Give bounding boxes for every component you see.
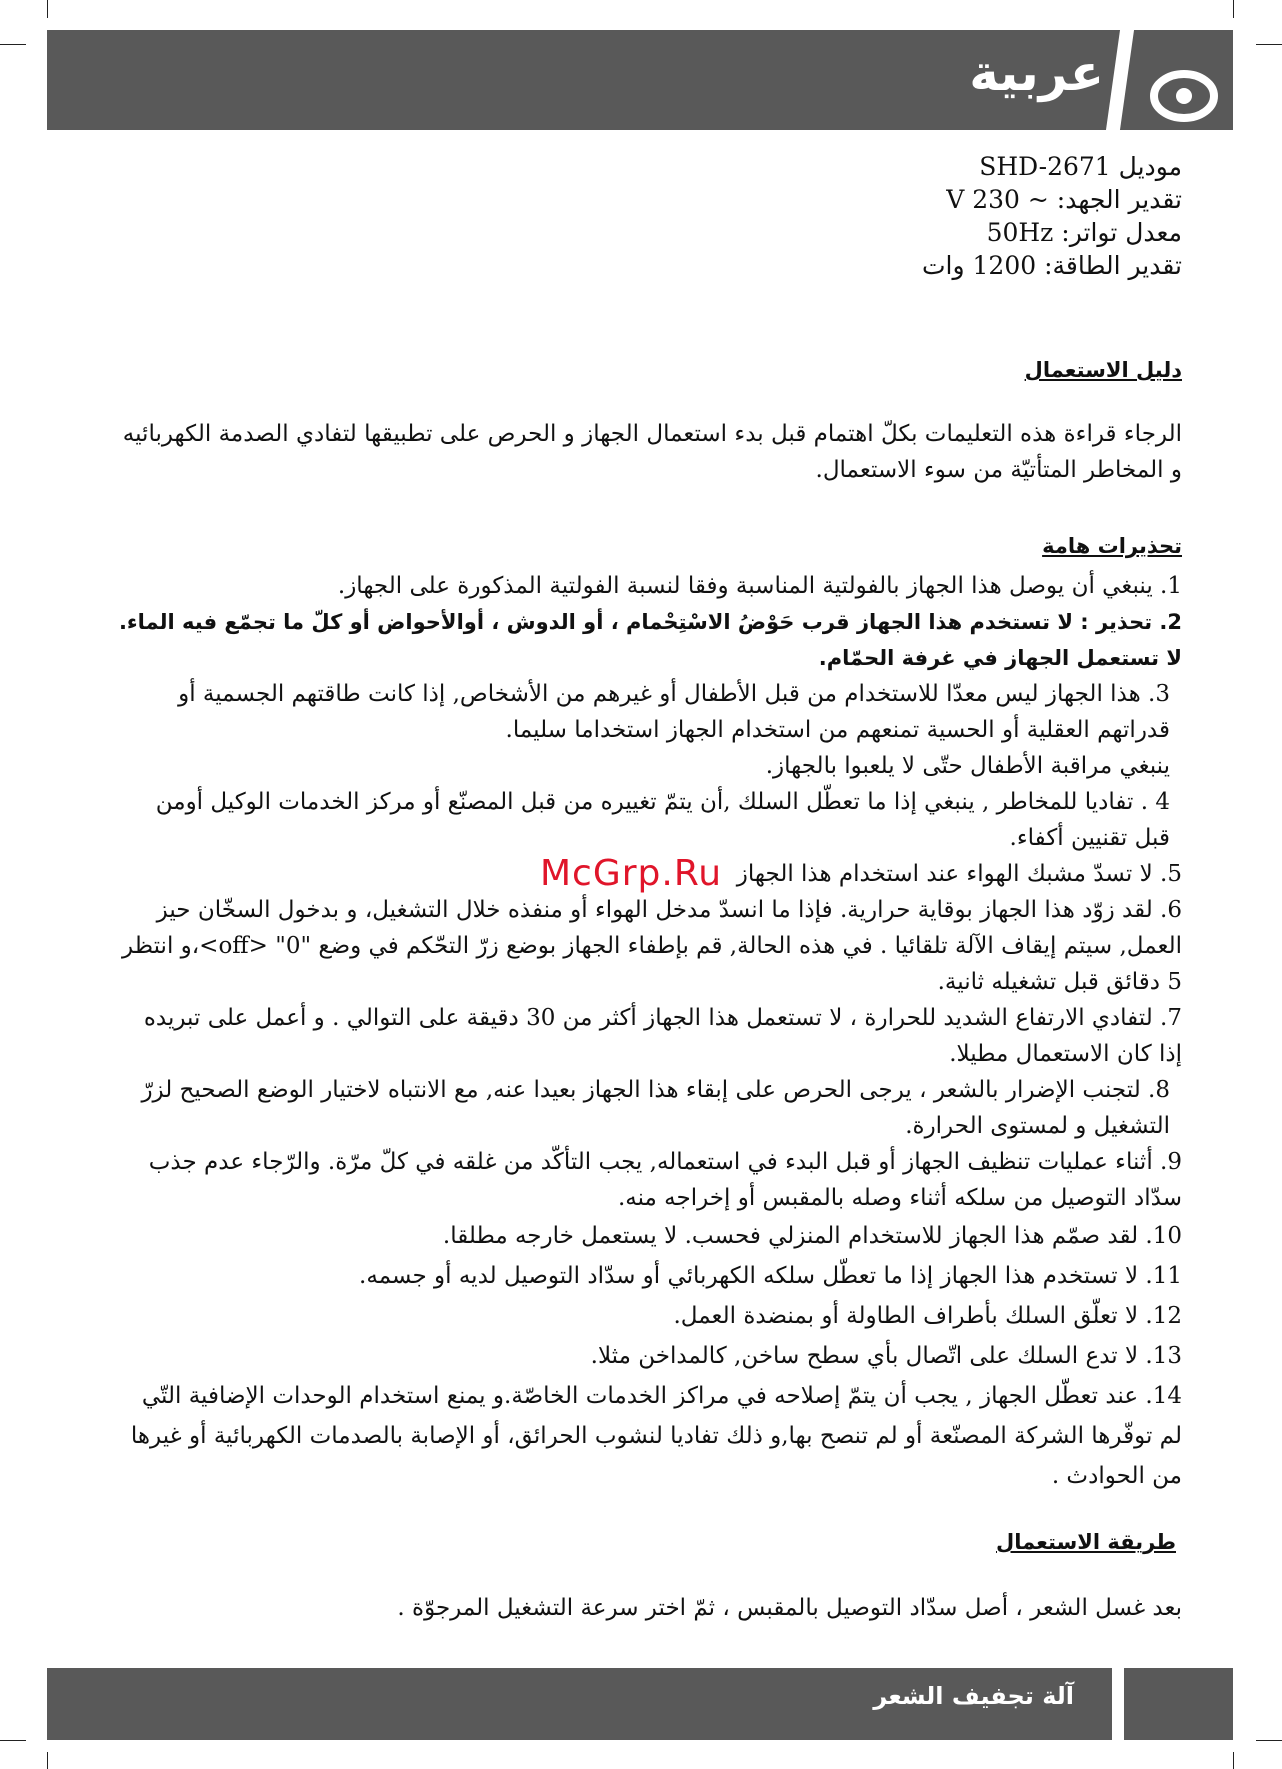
spec-power: تقدير الطاقة: 1200 وات <box>922 251 1182 280</box>
language-title: عربية <box>969 44 1104 102</box>
crop-mark <box>0 1740 26 1741</box>
crop-mark <box>1233 1752 1234 1769</box>
warnings-heading: تحذيرات هامة <box>1042 534 1182 558</box>
warning-item: 3. هذا الجهاز ليس معدّا للاستخدام من قبل الأطفال أو غيرهم من الأشخاص, إذا كانت طاقتهم الجسمية أو قدراتهم العقلية أو الحسية تمنعهم من استخدام الجهاز استخداما سليما. <box>178 681 1170 743</box>
warning-item: 12. لا تعلّق السلك بأطراف الطاولة أو بمنضدة العمل. <box>673 1303 1182 1329</box>
warning-item: 13. لا تدع السلك على اتّصال بأي سطح ساخن, كالمداخن مثلا. <box>590 1343 1182 1369</box>
crop-mark <box>1233 0 1234 18</box>
warning-item: 4 . تفاديا للمخاطر , ينبغي إذا ما تعطّل السلك ,أن يتمّ تغييره من قبل المصنّع أو مركز الخدمات الوكيل أومن قبل تقنيين أكفاء. <box>155 789 1170 851</box>
crop-mark <box>47 0 48 18</box>
warning-item: 2. تحذير : لا تستخدم هذا الجهاز قرب حَوْضُ الاسْتِحْمام ، أو الدوش ، أوالأحواض أو كلّ ما تجمّع فيه الماء. لا تستعمل الجهاز في غرفة الحمّام. <box>118 610 1182 670</box>
crop-mark <box>0 44 26 45</box>
warning-item: 5. لا تسدّ مشبك الهواء عند استخدام هذا الجهاز <box>736 861 1182 887</box>
spec-model: موديل SHD-2671 <box>979 152 1182 181</box>
warning-item: 7. لتفادي الارتفاع الشديد للحرارة ، لا تستعمل هذا الجهاز أكثر من 30 دقيقة على التوالي . و أعمل على تبريده إذا كان الاستعمال مطيلا. <box>143 1005 1182 1067</box>
brand-logo-icon <box>1150 70 1218 122</box>
footer-separator <box>1112 1668 1124 1740</box>
warning-item: 1. ينبغي أن يوصل هذا الجهاز بالفولتية المناسبة وفقا لنسبة الفولتية المذكورة على الجهاز. <box>337 573 1182 599</box>
warning-item: 8. لتجنب الإضرار بالشعر ، يرجى الحرص على إبقاء هذا الجهاز بعيدا عنه, مع الانتباه لاختيار الوضع الصحيح لزرّ التشغيل و لمستوى الحرارة. <box>141 1077 1170 1139</box>
spec-frequency: معدل تواتر: 50Hz <box>986 218 1182 247</box>
warning-item: 6. لقد زوّد هذا الجهاز بوقاية حرارية. فإذا ما انسدّ مدخل الهواء أو منفذه خلال التشغيل، و بدخول السخّان حيز العمل, سيتم إيقاف الآلة تلقائيا . في هذه الحالة, قم بإطفاء الجهاز بوضع زرّ التحّكم في وضع "0" <off>،و انتظر 5 دقائق قبل تشغيله ثانية. <box>122 897 1182 995</box>
footer-title: آلة تجفيف الشعر <box>873 1682 1074 1710</box>
usage-text: بعد غسل الشعر ، أصل سدّاد التوصيل بالمقبس ، ثمّ اختر سرعة التشغيل المرجوّة . <box>397 1595 1182 1621</box>
warning-item: ينبغي مراقبة الأطفال حتّى لا يلعبوا بالجهاز. <box>765 753 1170 779</box>
warning-item: 14. عند تعطّل الجهاز , يجب أن يتمّ إصلاحه في مراكز الخدمات الخاصّة.و يمنع استخدام الوحدات الإضافية التّي لم توفّرها الشركة المصنّعة أو لم تنصح بها,و ذلك تفاديا لنشوب الحرائق، أو الإصابة بالصدمات الكهربائية أو غيرها من الحوادث . <box>130 1383 1182 1489</box>
guide-heading: دليل الاستعمال <box>1024 358 1182 382</box>
crop-mark <box>1256 1740 1282 1741</box>
warning-item: 10. لقد صمّم هذا الجهاز للاستخدام المنزلي فحسب. لا يستعمل خارجه مطلقا. <box>442 1223 1182 1249</box>
warning-item: 9. أثناء عمليات تنظيف الجهاز أو قبل البدء في استعماله, يجب التأكّد من غلقه في كلّ مرّة. والرّجاء عدم جذب سدّاد التوصيل من سلكه أثناء وصله بالمقبس أو إخراجه منه. <box>148 1149 1182 1211</box>
guide-intro: الرجاء قراءة هذه التعليمات بكلّ اهتمام قبل بدء استعمال الجهاز و الحرص على تطبيقها لتفادي الصدمة الكهربائيه و المخاطر المتأتيّة من سوء الاستعمال. <box>122 421 1182 483</box>
watermark: McGrp.Ru <box>540 853 723 894</box>
warning-item: 11. لا تستخدم هذا الجهاز إذا ما تعطّل سلكه الكهربائي أو سدّاد التوصيل لديه أو جسمه. <box>359 1263 1182 1289</box>
usage-heading: طريقة الاستعمال <box>996 1530 1176 1554</box>
crop-mark <box>47 1752 48 1769</box>
spec-voltage: تقدير الجهد: ~ 230 V <box>946 185 1182 214</box>
crop-mark <box>1256 44 1282 45</box>
